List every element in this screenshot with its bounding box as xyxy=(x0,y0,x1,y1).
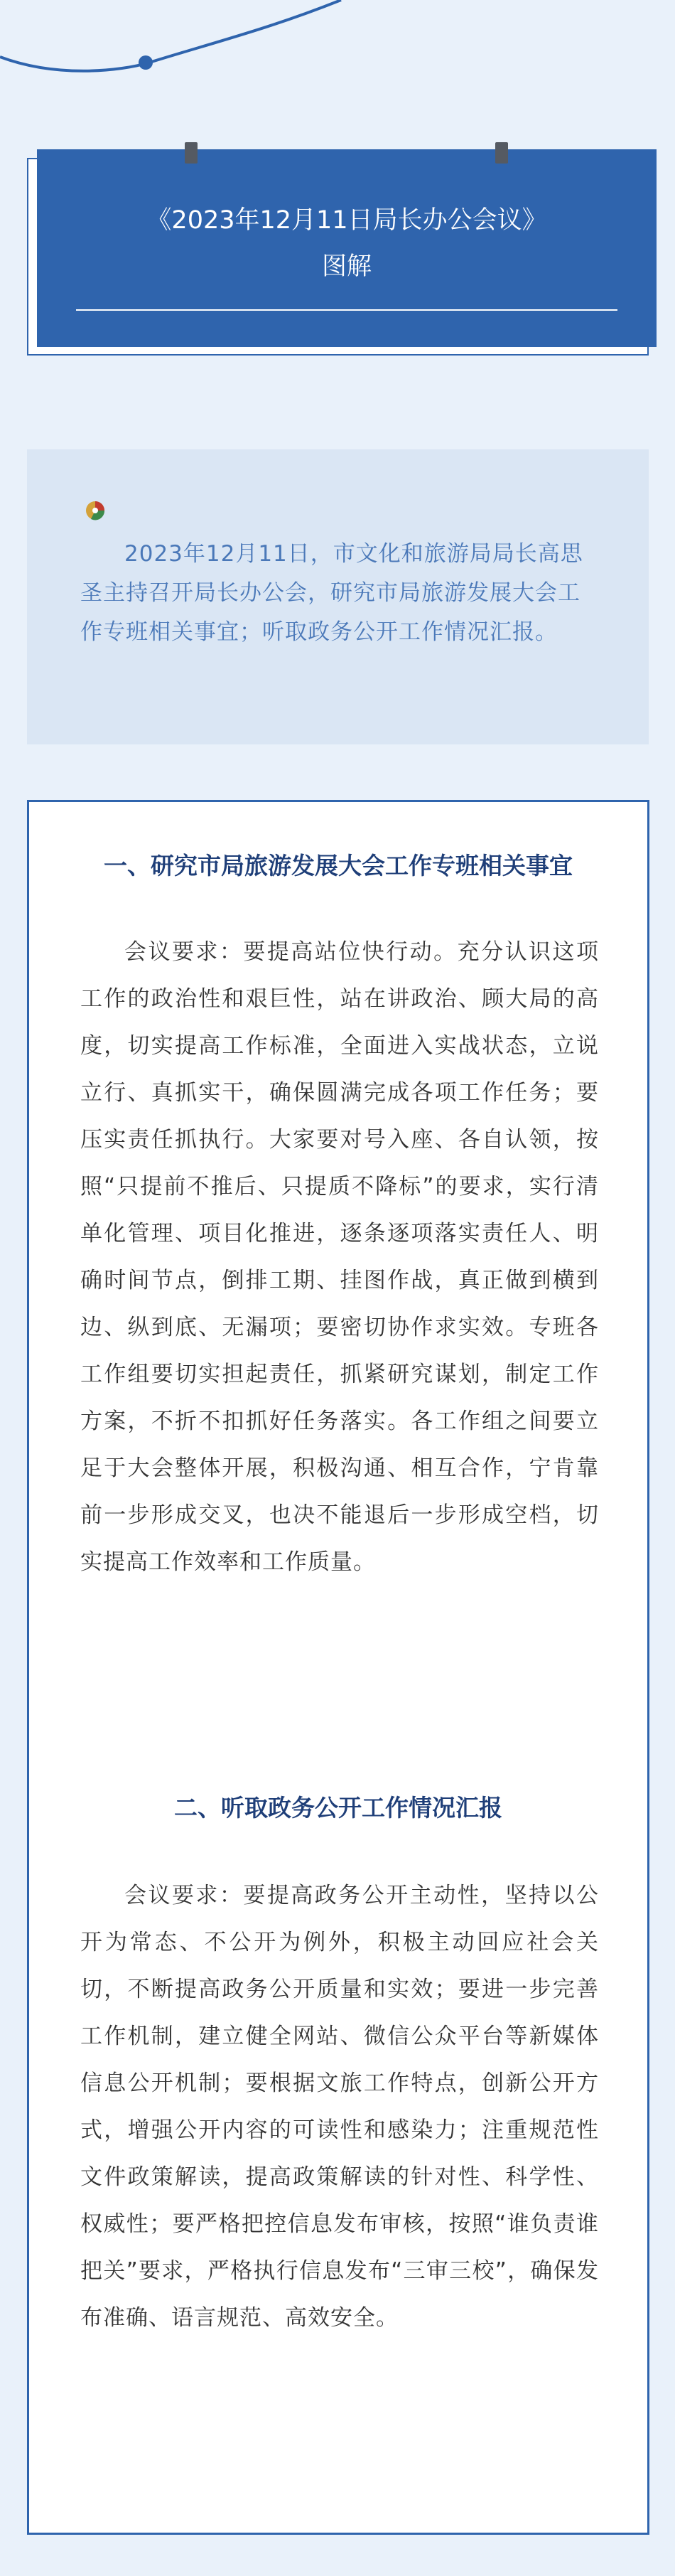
top-decoration xyxy=(0,0,675,85)
intro-box xyxy=(27,449,649,744)
section-heading-1: 一、研究市局旅游发展大会工作专班相关事宜 xyxy=(104,852,573,880)
page-subtitle: 图解 xyxy=(321,252,372,281)
content-box xyxy=(27,800,649,2535)
title-banner xyxy=(37,149,657,347)
page-title: 《2023年12月11日局长办公会议》 xyxy=(146,206,547,235)
banner-divider xyxy=(76,309,617,311)
section-body-2: 会议要求：要提高政务公开主动性，坚持以公开为常态、不公开为例外，积极主动回应社会关切，不断提高政务公开质量和实效；要进一步完善工作机制，建立健全网站、微信公众平台等新媒体信息公开机制；要根据文旅工作特点，创新公开方式，增强公开内容的可读性和感染力；注重规范性文件政策解读，提高政策解读的针对性、科学性、权威性；要严格把控信息发布审核，按照“谁负责谁把关”要求，严格执行信息发布“三审三校”，确保发布准确、语言规范、高效安全。 xyxy=(80,1883,599,2331)
banner-peg-left xyxy=(185,142,198,164)
section-body-1: 会议要求：要提高站位快行动。充分认识这项工作的政治性和艰巨性，站在讲政治、顾大局的高度，切实提高工作标准，全面进入实战状态，立说立行、真抓实干，确保圆满完成各项工作任务；要压实责任抓执行。大家要对号入座、各自认领，按照“只提前不推后、只提质不降标”的要求，实行清单化管理、项目化推进，逐条逐项落实责任人、明确时间节点，倒排工期、挂图作战，真正做到横到边、纵到底、无漏项；要密切协作求实效。专班各工作组要切实担起责任，抓紧研究谋划，制定工作方案，不折不扣抓好任务落实。各工作组之间要立足于大会整体开展，积极沟通、相互合作，宁肯靠前一步形成交叉，也决不能退后一步形成空档，切实提高工作效率和工作质量。 xyxy=(80,939,599,1575)
intro-summary: 2023年12月11日，市文化和旅游局局长高思圣主持召开局长办公会，研究市局旅游发展大会工作专班相关事宜；听取政务公开工作情况汇报。 xyxy=(80,541,583,645)
round-emblem-icon xyxy=(84,499,107,522)
banner-peg-right xyxy=(495,142,508,164)
section-heading-2: 二、听取政务公开工作情况汇报 xyxy=(174,1794,502,1822)
